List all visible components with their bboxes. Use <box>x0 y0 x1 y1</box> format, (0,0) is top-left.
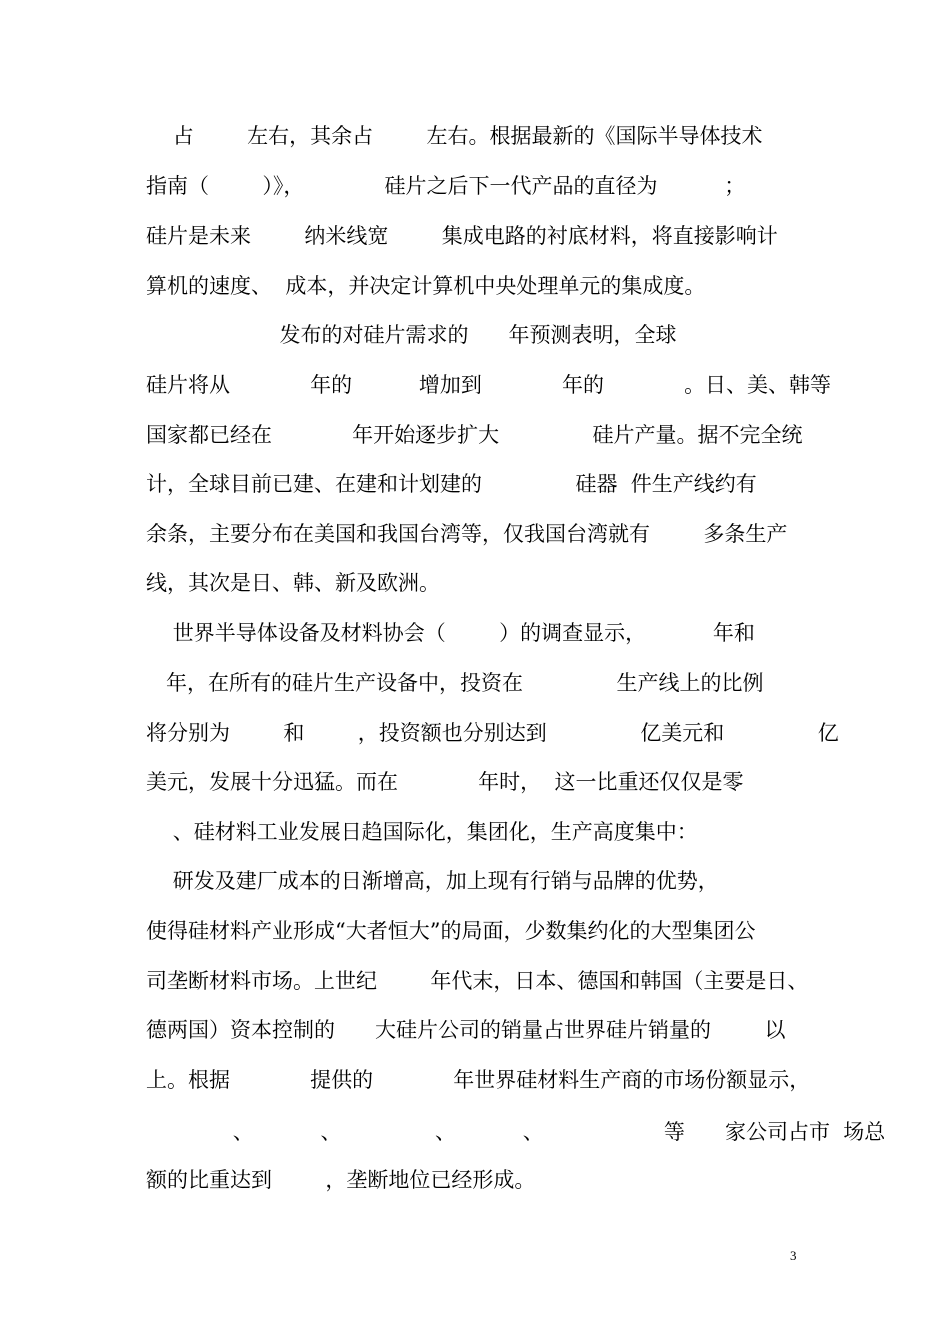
paragraph-line: 硅片是未来 纳米线宽 集成电路的衬底材料，将直接影响计 <box>146 224 778 248</box>
paragraph-line: 计，全球目前已建、在建和计划建的 硅器 件生产线约有 <box>146 472 757 496</box>
paragraph-line: 美元，发展十分迅猛。而在 年时， 这一比重还仅仅是零 <box>146 770 744 794</box>
paragraph-line: 占 左右，其余占 左右。根据最新的《国际半导体技术 <box>146 124 763 148</box>
page-number: 3 <box>790 1248 797 1263</box>
paragraph-line: 算机的速度、 成本，并决定计算机中央处理单元的集成度。 <box>146 274 706 298</box>
paragraph-line: 上。根据 提供的 年世界硅材料生产商的市场份额显示， <box>146 1068 811 1092</box>
paragraph-line: 世界半导体设备及材料协会（ ）的调查显示， 年和 <box>146 621 755 645</box>
paragraph-line: 硅片将从 年的 增加到 年的 。日、美、韩等 <box>146 373 832 397</box>
paragraph-line: 将分别为 和 ，投资额也分别达到 亿美元和 亿 <box>146 721 839 745</box>
paragraph-line: 使得硅材料产业形成“大者恒大”的局面，少数集约化的大型集团公 <box>146 919 756 943</box>
paragraph-line: 指南（ ）》， 硅片之后下一代产品的直径为 ； <box>146 174 746 198</box>
paragraph-line: 、 、 、 、 等 家公司占市 场总 <box>146 1120 886 1144</box>
paragraph-line: 德两国）资本控制的 大硅片公司的销量占世界硅片销量的 以 <box>146 1018 786 1042</box>
paragraph-line: 余条，主要分布在美国和我国台湾等，仅我国台湾就有 多条生产 <box>146 522 788 546</box>
paragraph-line: 研发及建厂成本的日渐增高，加上现有行销与品牌的优势， <box>146 869 719 893</box>
paragraph-line: 额的比重达到 ，垄断地位已经形成。 <box>146 1168 536 1192</box>
paragraph-line: 发布的对硅片需求的 年预测表明，全球 <box>146 323 677 347</box>
paragraph-line: 线，其次是日、韩、新及欧洲。 <box>146 571 440 595</box>
paragraph-line: 司垄断材料市场。上世纪 年代末，日本、德国和韩国（主要是日、 <box>146 969 809 993</box>
paragraph-line: 国家都已经在 年开始逐步扩大 硅片产量。据不完全统 <box>146 423 803 447</box>
paragraph-line: 年，在所有的硅片生产设备中，投资在 生产线上的比例 <box>146 671 764 695</box>
section-heading: 、硅材料工业发展日趋国际化，集团化，生产高度集中： <box>146 820 698 844</box>
